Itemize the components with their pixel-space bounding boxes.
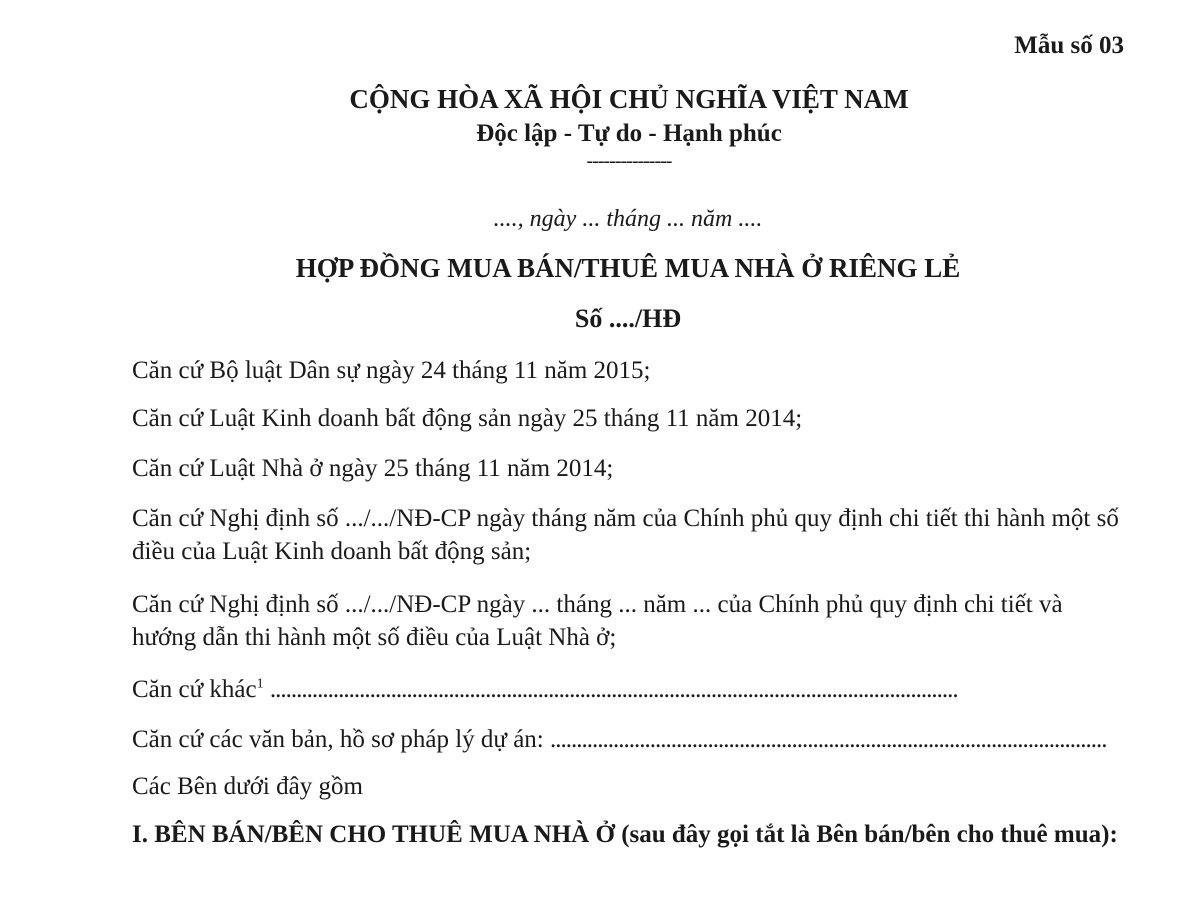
party-one-note: (sau đây gọi tắt là Bên bán/bên cho thuê mua):: [621, 821, 1118, 848]
legal-basis-real-estate-law: Căn cứ Luật Kinh doanh bất động sản ngày 25 tháng 11 năm 2014;: [132, 405, 803, 432]
parties-intro: Các Bên dưới đây gồm: [132, 773, 363, 800]
party-one-section: [132, 818, 1122, 851]
other-basis-line: [132, 673, 1122, 706]
project-docs-label: Căn cứ các văn bản, hồ sơ pháp lý dự án:: [132, 726, 544, 753]
header-separator: ---------------: [586, 150, 672, 172]
contract-title: HỢP ĐỒNG MUA BÁN/THUÊ MUA NHÀ Ở RIÊNG LẺ: [295, 253, 961, 283]
party-one-heading: I. BÊN BÁN/BÊN CHO THUÊ MUA NHÀ Ở: [132, 821, 615, 848]
legal-basis-civil-code: Căn cứ Bộ luật Dân sự ngày 24 tháng 11 năm 2015;: [132, 357, 651, 384]
form-number: Mẫu số 03: [1014, 32, 1124, 59]
date-line: ...., ngày ... tháng ... năm ....: [493, 206, 763, 232]
project-docs-blank: ..........................................................................................................: [549, 726, 1107, 753]
legal-basis-housing-decree: Căn cứ Nghị định số .../.../NĐ-CP ngày ... tháng ... năm ... của Chính phủ quy định chi tiết và hướng dẫn thi hành một số điều của Luật Nhà ở;: [132, 591, 1063, 651]
contract-number: Số ..../HĐ: [574, 304, 682, 333]
national-title: CỘNG HÒA XÃ HỘI CHỦ NGHĨA VIỆT NAM: [349, 84, 909, 114]
legal-basis-real-estate-decree: Căn cứ Nghị định số .../.../NĐ-CP ngày tháng năm của Chính phủ quy định chi tiết thi hành một số điều của Luật Kinh doanh bất động sản;: [132, 505, 1119, 565]
legal-basis-housing-law: Căn cứ Luật Nhà ở ngày 25 tháng 11 năm 2014;: [132, 455, 614, 482]
project-docs-line: [132, 723, 1122, 756]
footnote-marker: 1: [256, 676, 264, 692]
other-basis-blank: ...................................................................................................................................: [269, 676, 958, 703]
other-basis-label: Căn cứ khác: [132, 676, 257, 703]
national-motto: Độc lập - Tự do - Hạnh phúc: [476, 120, 782, 147]
